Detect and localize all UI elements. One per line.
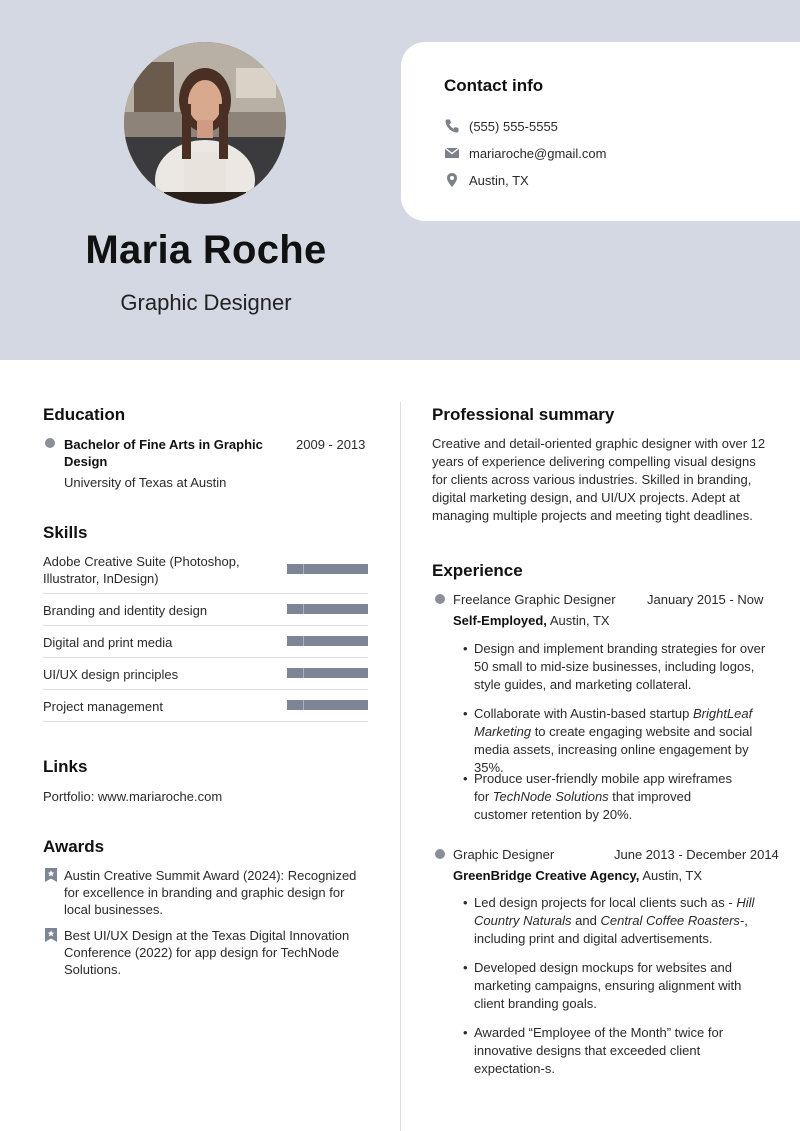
job-company: Self-Employed, bbox=[453, 613, 547, 628]
award-badge-icon bbox=[45, 928, 57, 942]
skill-row bbox=[43, 594, 368, 626]
skill-row bbox=[43, 658, 368, 690]
skills-heading: Skills bbox=[43, 523, 88, 542]
skill-row bbox=[43, 626, 368, 658]
mail-icon bbox=[444, 145, 460, 161]
portfolio-link[interactable]: Portfolio: www.mariaroche.com bbox=[43, 789, 223, 804]
list-bullet: • bbox=[463, 960, 468, 975]
job-location: Austin, TX bbox=[549, 613, 610, 628]
job-bullet-text: Led design projects for local clients such as - Hill Country Naturals and Central Coffee Roasters-, including print and digital advertisements. bbox=[474, 895, 755, 946]
skill-label: Digital and print media bbox=[43, 635, 173, 650]
contact-phone bbox=[444, 118, 558, 134]
contact-location-text: Austin, TX bbox=[469, 172, 529, 188]
job-bullet-text: Produce user-friendly mobile app wireframes for TechNode Solutions that improved customer retention by 20%. bbox=[474, 771, 732, 822]
contact-heading: Contact info bbox=[444, 76, 544, 95]
contact-phone-text: (555) 555-5555 bbox=[469, 118, 558, 134]
skill-level-bar bbox=[287, 700, 368, 710]
award-item: Austin Creative Summit Award (2024): Recognized for excellence in branding and graphic design for local businesses. bbox=[64, 868, 357, 917]
candidate-name: Maria Roche bbox=[85, 228, 327, 272]
skill-level-fill bbox=[287, 604, 368, 614]
skill-level-fill bbox=[287, 636, 368, 646]
skill-row bbox=[43, 690, 368, 722]
education-years: 2009 - 2013 bbox=[296, 437, 366, 452]
experience-heading: Experience bbox=[432, 561, 523, 580]
location-pin-icon bbox=[444, 172, 460, 188]
education-heading: Education bbox=[43, 405, 126, 424]
summary-heading: Professional summary bbox=[432, 405, 615, 424]
award-item: Best UI/UX Design at the Texas Digital Innovation Conference (2022) for app design for TechNode Solutions. bbox=[64, 928, 350, 977]
job-bullet bbox=[435, 594, 445, 604]
contact-email bbox=[444, 145, 606, 161]
skill-level-fill bbox=[287, 700, 368, 710]
job-bullet bbox=[435, 849, 445, 859]
education-school: University of Texas at Austin bbox=[64, 475, 227, 490]
job-company-line bbox=[453, 612, 610, 629]
job-bullet-text: Developed design mockups for websites and marketing campaigns, ensuring alignment with client branding goals. bbox=[474, 960, 742, 1011]
job-company: GreenBridge Creative Agency, bbox=[453, 868, 640, 883]
phone-icon bbox=[444, 118, 460, 134]
education-bullet bbox=[45, 438, 55, 448]
job-bullet-text: Design and implement branding strategies for over 50 small to mid-size businesses, including logos, style guides, and marketing collateral. bbox=[474, 641, 766, 692]
job-role: Freelance Graphic Designer bbox=[453, 592, 616, 607]
candidate-title: Graphic Designer bbox=[120, 290, 292, 315]
contact-location bbox=[444, 172, 529, 188]
skill-level-bar bbox=[287, 564, 368, 574]
job-dates: January 2015 - Now bbox=[647, 592, 764, 607]
job-company-line bbox=[453, 867, 702, 884]
skill-label: Adobe Creative Suite (Photoshop, Illustrator, InDesign) bbox=[43, 554, 240, 586]
job-dates: June 2013 - December 2014 bbox=[614, 847, 779, 862]
skill-label: Project management bbox=[43, 699, 163, 714]
contact-card bbox=[401, 42, 800, 221]
list-bullet: • bbox=[463, 1025, 468, 1040]
job-bullet-text: Awarded “Employee of the Month” twice for innovative designs that exceeded client expectation-s. bbox=[474, 1025, 724, 1076]
skill-label: Branding and identity design bbox=[43, 603, 208, 618]
contact-email-text: mariaroche@gmail.com bbox=[469, 145, 607, 161]
column-divider bbox=[400, 402, 401, 1131]
skill-level-bar bbox=[287, 668, 368, 678]
job-location: Austin, TX bbox=[642, 868, 703, 883]
profile-photo bbox=[124, 42, 286, 204]
skill-row bbox=[43, 553, 368, 594]
skill-level-fill bbox=[287, 668, 368, 678]
skill-label: UI/UX design principles bbox=[43, 667, 179, 682]
list-bullet: • bbox=[463, 895, 468, 910]
list-bullet: • bbox=[463, 771, 468, 786]
summary-text: Creative and detail-oriented graphic designer with over 12 years of experience delivering compelling visual designs for clients across various industries. Skilled in branding, digital marketing design, and UI/UX projects. Adept at managing multiple projects and meeting tight deadlines. bbox=[432, 436, 766, 523]
links-heading: Links bbox=[43, 757, 88, 776]
skill-level-bar bbox=[287, 636, 368, 646]
job-bullet-text: Collaborate with Austin-based startup BrightLeaf Marketing to create engaging website and social media assets, increasing online engagement by 35%. bbox=[474, 706, 753, 775]
education-degree: Bachelor of Fine Arts in Graphic Design bbox=[64, 437, 263, 469]
awards-heading: Awards bbox=[43, 837, 105, 856]
list-bullet: • bbox=[463, 706, 468, 721]
skill-level-fill bbox=[287, 564, 368, 574]
job-role: Graphic Designer bbox=[453, 847, 555, 862]
list-bullet: • bbox=[463, 641, 468, 656]
award-badge-icon bbox=[45, 868, 57, 882]
skill-level-bar bbox=[287, 604, 368, 614]
